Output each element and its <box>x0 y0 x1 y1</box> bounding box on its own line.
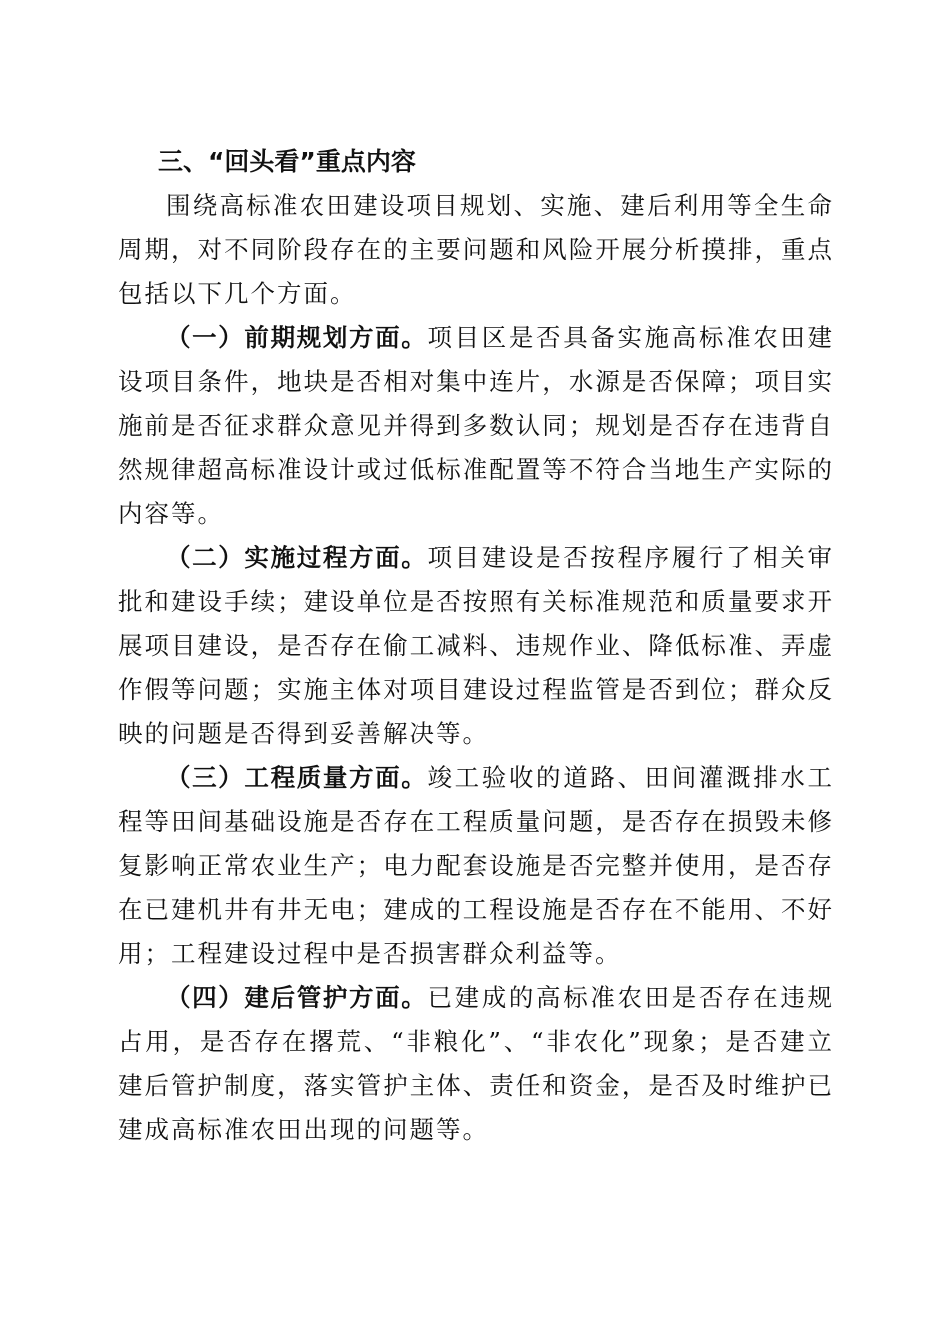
paragraph-item-4 <box>118 976 834 1152</box>
item-title: （一）前期规划方面。 <box>166 323 428 352</box>
item-title: （四）建后管护方面。 <box>166 983 428 1012</box>
item-title: （三）工程质量方面。 <box>166 763 428 792</box>
paragraph-item-1 <box>118 316 834 536</box>
item-body: 竣工验收的道路、田间灌溉排水工程等田间基础设施是否存在工程质量问题，是否存在损毁未修复影响正常农业生产；电力配套设施是否完整并使用，是否存在已建机井有井无电；建成的工程设施是否存在不能用、不好用；工程建设过程中是否损害群众利益等。 <box>118 763 835 968</box>
item-title: （二）实施过程方面。 <box>166 543 428 572</box>
intro-paragraph: 围绕高标准农田建设项目规划、实施、建后利用等全生命周期，对不同阶段存在的主要问题和风险开展分析摸排，重点包括以下几个方面。 <box>118 191 834 308</box>
paragraph-item-2 <box>118 536 834 756</box>
section-heading: 三、“回头看”重点内容 <box>158 147 416 176</box>
item-body: 项目区是否具备实施高标准农田建设项目条件，地块是否相对集中连片，水源是否保障；项目实施前是否征求群众意见并得到多数认同；规划是否存在违背自然规律超高标准设计或过低标准配置等不符合当地生产实际的内容等。 <box>118 323 835 528</box>
item-body: 已建成的高标准农田是否存在违规占用，是否存在撂荒、“非粮化”、“非农化”现象；是否建立建后管护制度，落实管护主体、责任和资金，是否及时维护已建成高标准农田出现的问题等。 <box>118 983 835 1144</box>
paragraph-item-3 <box>118 756 834 976</box>
item-body: 项目建设是否按程序履行了相关审批和建设手续；建设单位是否按照有关标准规范和质量要求开展项目建设，是否存在偷工减料、违规作业、降低标准、弄虚作假等问题；实施主体对项目建设过程监管是否到位；群众反映的问题是否得到妥善解决等。 <box>118 543 835 748</box>
document-body <box>118 140 834 1152</box>
